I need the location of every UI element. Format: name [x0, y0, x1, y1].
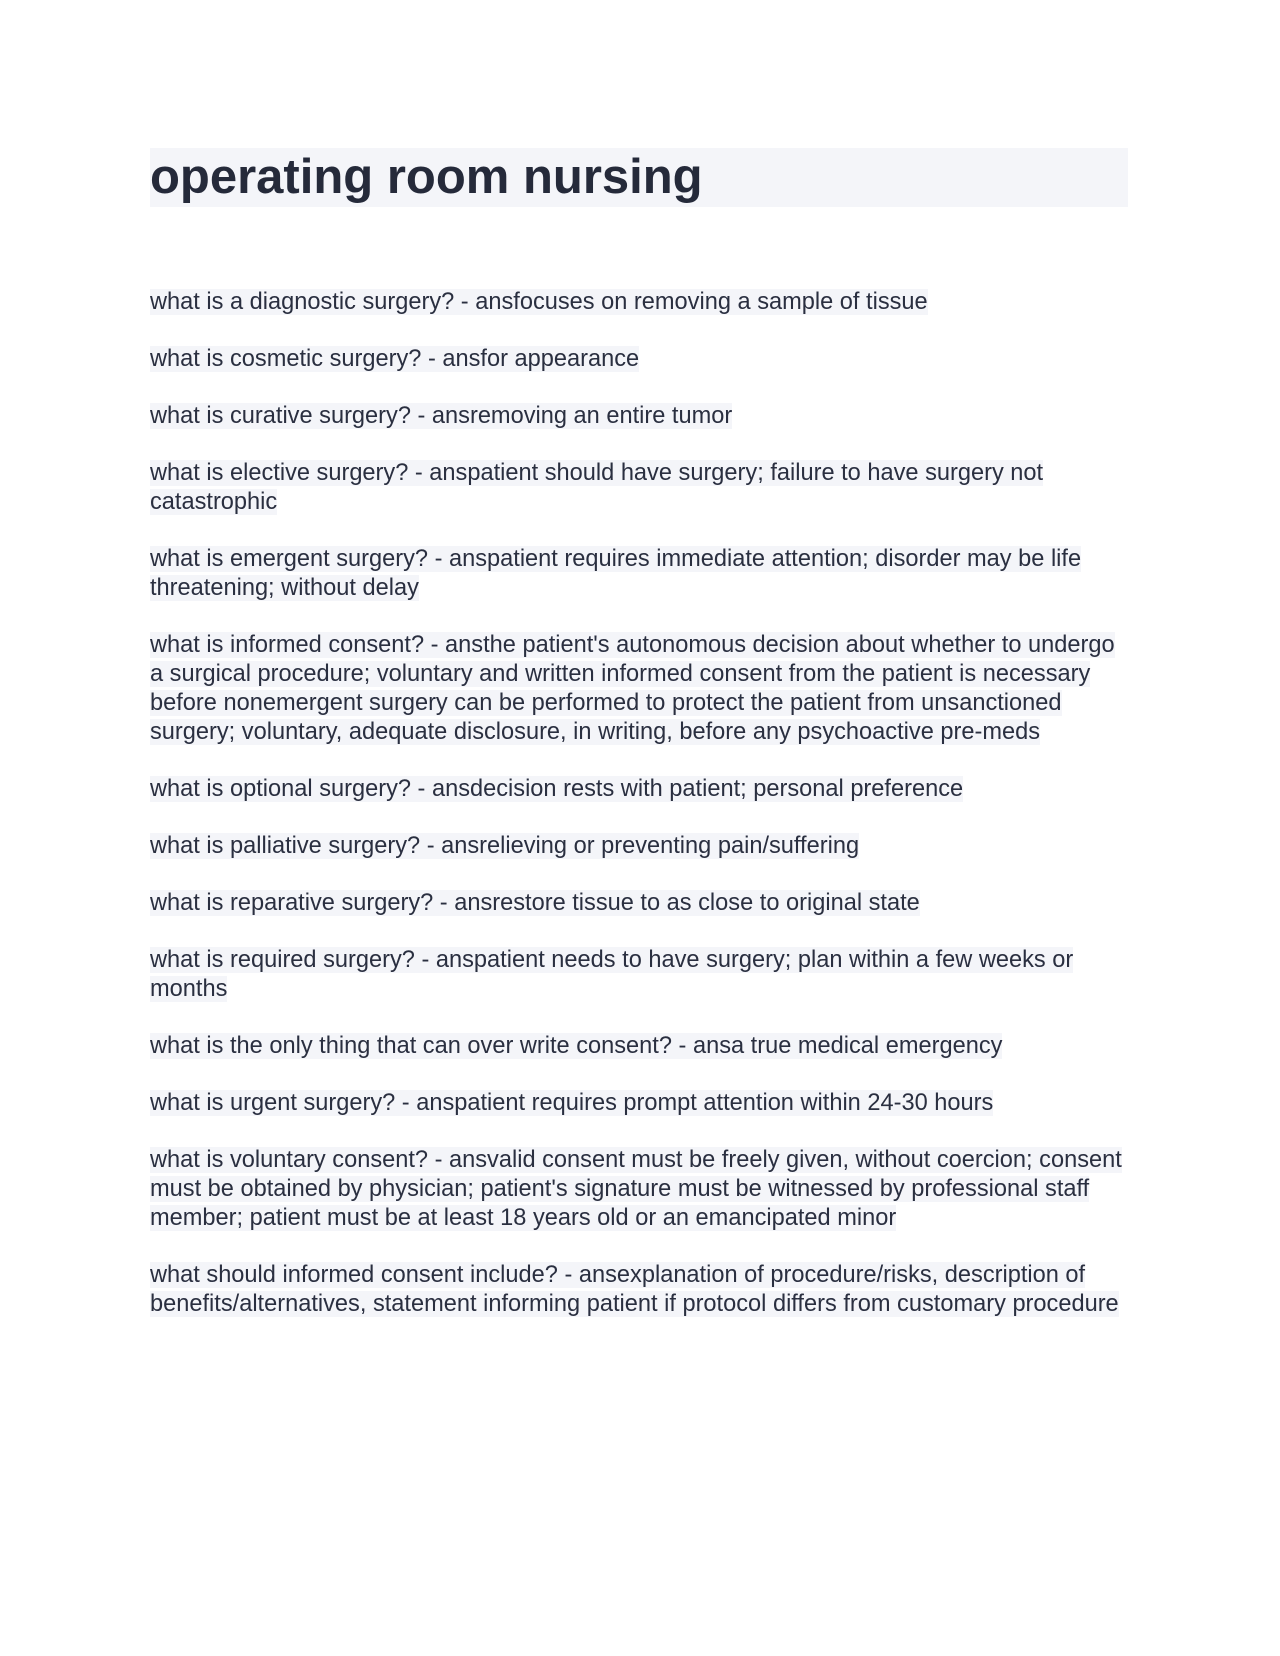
qa-entry-text: what is voluntary consent? - ansvalid consent must be freely given, without coercion; consent must be obtained by physician; patient's signature must be witnessed by professional staff member; patient must be at least 18 years old or an emancipated minor: [150, 1147, 1122, 1231]
qa-entry: [150, 631, 1128, 747]
qa-entry-text: what should informed consent include? - ansexplanation of procedure/risks, description of benefits/alternatives, statement informing patient if protocol differs from customary procedure: [150, 1262, 1119, 1317]
qa-entry-text: what is required surgery? - anspatient needs to have surgery; plan within a few weeks or months: [150, 947, 1074, 1002]
qa-entry: [150, 545, 1128, 603]
qa-entry-text: what is optional surgery? - ansdecision rests with patient; personal preference: [150, 776, 964, 802]
qa-entry-text: what is palliative surgery? - ansrelieving or preventing pain/suffering: [150, 833, 860, 859]
qa-entry-text: what is cosmetic surgery? - ansfor appearance: [150, 346, 640, 372]
qa-entry-text: what is reparative surgery? - ansrestore tissue to as close to original state: [150, 890, 920, 916]
qa-entry-text: what is elective surgery? - anspatient should have surgery; failure to have surgery not catastrophic: [150, 460, 1044, 515]
qa-list: [150, 288, 1128, 1319]
qa-entry: [150, 1146, 1128, 1233]
qa-entry-text: what is informed consent? - ansthe patient's autonomous decision about whether to undergo a surgical procedure; voluntary and written informed consent from the patient is necessary before nonemergent surgery can be performed to protect the patient from unsanctioned surgery; voluntary, adequate disclosure, in writing, before any psychoactive pre-meds: [150, 632, 1115, 745]
qa-entry: [150, 832, 1128, 861]
qa-entry-text: what is a diagnostic surgery? - ansfocuses on removing a sample of tissue: [150, 289, 928, 315]
qa-entry-text: what is urgent surgery? - anspatient requires prompt attention within 24-30 hours: [150, 1090, 994, 1116]
qa-entry: [150, 459, 1128, 517]
qa-entry-text: what is curative surgery? - ansremoving an entire tumor: [150, 403, 733, 429]
document-title: operating room nursing: [150, 148, 1128, 207]
qa-entry: [150, 889, 1128, 918]
qa-entry: [150, 1089, 1128, 1118]
qa-entry: [150, 402, 1128, 431]
qa-entry-text: what is emergent surgery? - anspatient requires immediate attention; disorder may be life threatening; without delay: [150, 546, 1082, 601]
qa-entry: [150, 288, 1128, 317]
document-page: [150, 148, 1128, 1347]
qa-entry: [150, 775, 1128, 804]
qa-entry: [150, 1032, 1128, 1061]
qa-entry: [150, 946, 1128, 1004]
qa-entry: [150, 345, 1128, 374]
qa-entry: [150, 1261, 1128, 1319]
qa-entry-text: what is the only thing that can over write consent? - ansa true medical emergency: [150, 1033, 1003, 1059]
